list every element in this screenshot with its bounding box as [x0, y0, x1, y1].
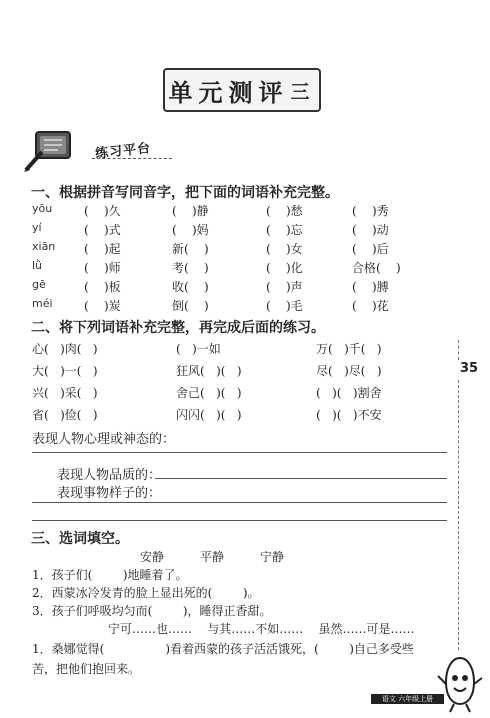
- blank-word[interactable]: 合格( ): [352, 261, 401, 275]
- mascot-figure-icon: [436, 654, 484, 714]
- title-number: 三: [290, 80, 316, 103]
- idiom-blank[interactable]: 尽( )尽( ): [316, 364, 382, 378]
- section1-title: 一、根据拼音写同音字，把下面的词语补充完整。: [31, 185, 339, 201]
- idiom-row: [0, 362, 450, 380]
- idiom-blank[interactable]: 万( )千( ): [316, 342, 382, 356]
- pinyin: xiān: [32, 240, 56, 253]
- blank-word[interactable]: 考( ): [172, 261, 209, 275]
- idiom-blank[interactable]: 省( )俭( ): [32, 408, 98, 422]
- blank-word[interactable]: ( )化: [266, 261, 303, 275]
- idiom-blank[interactable]: 舍己( )( ): [176, 386, 242, 400]
- prompt-character: 表现人物品质的：: [57, 468, 162, 483]
- word-option: 安静: [140, 550, 165, 564]
- idiom-blank[interactable]: ( )( )割舍: [316, 386, 382, 400]
- blank-word[interactable]: ( )师: [84, 261, 121, 275]
- idiom-row: [0, 406, 450, 424]
- blank-word[interactable]: ( )动: [352, 223, 389, 237]
- pinyin: yōu: [32, 202, 53, 215]
- blank-word[interactable]: ( )静: [172, 204, 209, 218]
- blank-word[interactable]: ( )毛: [266, 299, 303, 313]
- fill-item-continued: 苦，把他们抱回来。: [32, 662, 141, 676]
- blank-word[interactable]: 新( ): [172, 242, 209, 256]
- idiom-blank[interactable]: 闪闪( )( ): [176, 408, 242, 422]
- blank-word[interactable]: ( )秀: [352, 204, 389, 218]
- title-text: 单元测评: [168, 78, 289, 107]
- idiom-blank[interactable]: ( )一如: [176, 342, 221, 356]
- blank-word[interactable]: ( )起: [84, 242, 121, 256]
- blank-word[interactable]: ( )炭: [84, 299, 121, 313]
- blank-word[interactable]: 收( ): [172, 280, 209, 294]
- fill-item[interactable]: 3．孩子们呼吸均匀而( )，睡得正香甜。: [32, 604, 272, 618]
- idiom-blank[interactable]: ( )( )不安: [316, 408, 382, 422]
- idiom-row: [0, 340, 450, 358]
- answer-line[interactable]: [32, 502, 447, 503]
- blank-word[interactable]: 倒( ): [172, 299, 209, 313]
- blank-word[interactable]: ( )后: [352, 242, 389, 256]
- blank-word[interactable]: ( )声: [266, 280, 303, 294]
- fill-item[interactable]: 1．孩子们( )地睡着了。: [32, 568, 188, 582]
- blank-word[interactable]: ( )膊: [352, 280, 389, 294]
- pinyin: gē: [32, 278, 46, 291]
- pinyin: lǜ: [32, 259, 43, 272]
- blank-word[interactable]: ( )花: [352, 299, 389, 313]
- unit-test-title: [163, 68, 321, 112]
- section3-title: 三、选词填空。: [31, 531, 129, 547]
- margin-dash: [458, 340, 459, 360]
- pinyin: yí: [32, 221, 42, 234]
- word-option: 平静: [200, 550, 225, 564]
- blank-word[interactable]: ( )妈: [172, 223, 209, 237]
- pinyin: méi: [32, 297, 53, 310]
- blank-word[interactable]: ( )久: [84, 204, 121, 218]
- pinyin-row: [0, 278, 490, 296]
- margin-dash: [458, 380, 459, 650]
- fill-item[interactable]: 1．桑娜觉得( )看着西蒙的孩子活活饿死，( )自己多受些: [32, 642, 414, 656]
- footer-book-label: 语文 六年级上册: [371, 694, 444, 704]
- idiom-blank[interactable]: 心( )肉( ): [32, 342, 98, 356]
- pinyin-row: [0, 240, 490, 258]
- blank-word[interactable]: ( )女: [266, 242, 303, 256]
- blank-word[interactable]: ( )忘: [266, 223, 303, 237]
- pinyin-row: [0, 259, 490, 277]
- blank-word[interactable]: ( )愁: [266, 204, 303, 218]
- idiom-blank[interactable]: 兴( )采( ): [32, 386, 98, 400]
- idiom-row: [0, 384, 450, 402]
- pinyin-row: [0, 202, 490, 220]
- book-pencil-icon: [22, 126, 78, 174]
- answer-line[interactable]: [32, 452, 447, 453]
- blank-word[interactable]: ( )式: [84, 223, 121, 237]
- connective-options: 宁可……也…… 与其……不如…… 虽然……可是……: [108, 622, 415, 636]
- section2-title: 二、将下列词语补充完整，再完成后面的练习。: [31, 320, 325, 336]
- fill-item[interactable]: 2．西蒙冰冷发青的脸上显出死的( )。: [32, 586, 260, 600]
- answer-line[interactable]: [32, 520, 447, 521]
- practice-platform-badge: 练习平台: [94, 141, 152, 162]
- prompt-mood: 表现人物心理或神态的：: [32, 432, 176, 447]
- pinyin-row: [0, 221, 490, 239]
- blank-word[interactable]: ( )板: [84, 280, 121, 294]
- idiom-blank[interactable]: 狂风( )( ): [176, 364, 242, 378]
- word-option: 宁静: [260, 550, 285, 564]
- prompt-appearance: 表现事物样子的：: [57, 486, 162, 501]
- badge-underline: [92, 158, 172, 159]
- pinyin-row: [0, 297, 490, 315]
- answer-line[interactable]: [155, 478, 447, 479]
- idiom-blank[interactable]: 大( )一( ): [32, 364, 98, 378]
- page-number: 35: [460, 361, 479, 376]
